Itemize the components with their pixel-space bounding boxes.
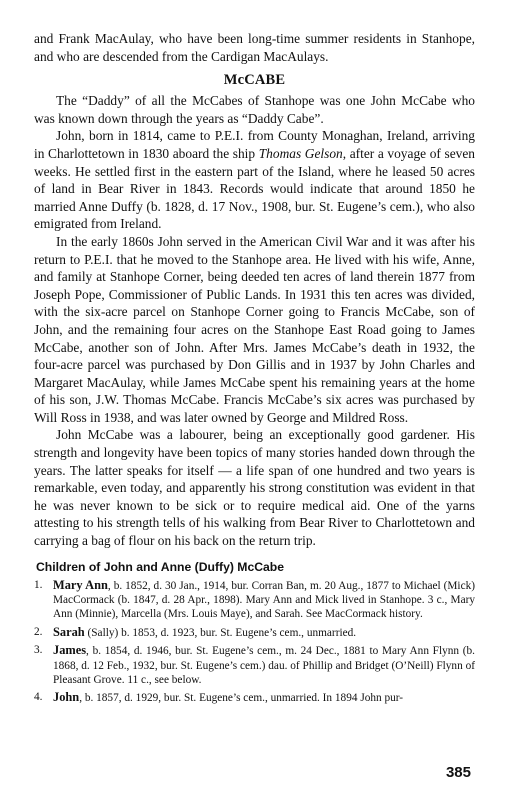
page-number: 385 [445,764,471,781]
children-heading: Children of John and Anne (Duffy) McCabe [36,559,285,574]
paragraph-2 [34,127,475,233]
child-name: Mary Ann [53,577,108,592]
item-number: 3. [34,644,43,657]
section-heading: McCABE [223,72,286,89]
item-number: 4. [34,691,43,704]
list-item [34,690,475,705]
child-name: John [53,690,80,705]
child-name: Sarah [53,624,85,639]
child-details: , b. 1852, d. 30 Jan., 1914, bur. Corran Ban, m. 20 Aug., 1877 to Michael (Mick) MacCormack (b. 1847, d. 28 Apr., 1898). Mary Ann and Mick lived in Stanhope. 3 c., Mary Ann (Minnie), Marcella (Mrs. Louis Maye), and Sarah. See MacCormack history. [53,579,475,621]
paragraph-3: In the early 1860s John served in the American Civil War and it was after his return to P.E.I. that he moved to the Stanhope area. He lived with his wife, Anne, and family at Stanhope Corner, being deeded ten acres of land therein 1877 from Joseph Pope, Commissioner of Public Lands. In 1931 this ten acres was divided, with the six-acre parcel on Stanhope Corner going to Francis McCabe, son of John, and the remaining four acres on the Stanhope East Road going to James McCabe, another son of John. After Mrs. James McCabe’s death in 1932, the four-acre parcel was purchased by Don Gillis and in 1937 by John Charles and Margaret MacAulay, while James McCabe spent his remaining years at the home of his son, J.W. Thomas McCabe. Francis McCabe’s six acres was purchased by Will Ross in 1938, and was later owned by George and Mildred Ross. [34,233,475,425]
list-item [34,643,475,687]
children-list [34,578,475,706]
ship-name: Thomas Gelson [258,145,343,161]
list-item [34,578,475,622]
item-number: 1. [34,578,43,591]
child-details: , b. 1857, d. 1929, bur. St. Eugene’s cem., unmarried. In 1894 John pur- [79,692,404,705]
list-item [34,625,475,640]
child-details: (Sally) b. 1853, d. 1923, bur. St. Eugene’s cem., unmarried. [84,626,357,639]
child-details: , b. 1854, d. 1946, bur. St. Eugene’s cem., m. 24 Dec., 1881 to Mary Ann Flynn (b. 1868, d. 12 Feb., 1932, bur. St. Eugene’s cem.) dau. of Phillip and Bridget (O’Neill) Flynn of Pleasant Grove. 11 c., see below. [53,645,475,687]
paragraph-4: John McCabe was a labourer, being an exceptionally good gardener. His strength and longevity have been topics of many stories handed down through the years. The latter speaks for itself — a life span of one hundred and two years is remarkable, even today, and apparently his strong constitution was evident in that he was never known to be sick or to require medical aid. One of the yarns attesting to his strength tells of his walking from Bear River to Charlottetown and carrying a bag of flour on his back on the return trip. [34,427,475,549]
paragraph-2-start: John, born in 1814, came to P.E.I. from County Monaghan, Ireland, arriving in Charlottetown in 1830 aboard the ship [34,128,475,161]
item-number: 2. [34,625,43,638]
intro-paragraph: and Frank MacAulay, who have been long-time summer residents in Stanhope, and who are descended from the Cardigan MacAulays. [34,31,475,64]
child-name: James [53,643,87,658]
paragraph-1: The “Daddy” of all the McCabes of Stanhope was one John McCabe who was known down through the years as “Daddy Cabe”. [34,93,475,126]
paragraph-2-end: , after a voyage of seven weeks. He settled first in the eastern part of the Island, where he leased 50 acres of land in Bear River in 1843. Records would indicate that around 1850 he married Anne Duffy (b. 1828, d. 17 Nov., 1908, bur. St. Eugene’s cem.), who also emigrated from Ireland. [34,145,475,232]
